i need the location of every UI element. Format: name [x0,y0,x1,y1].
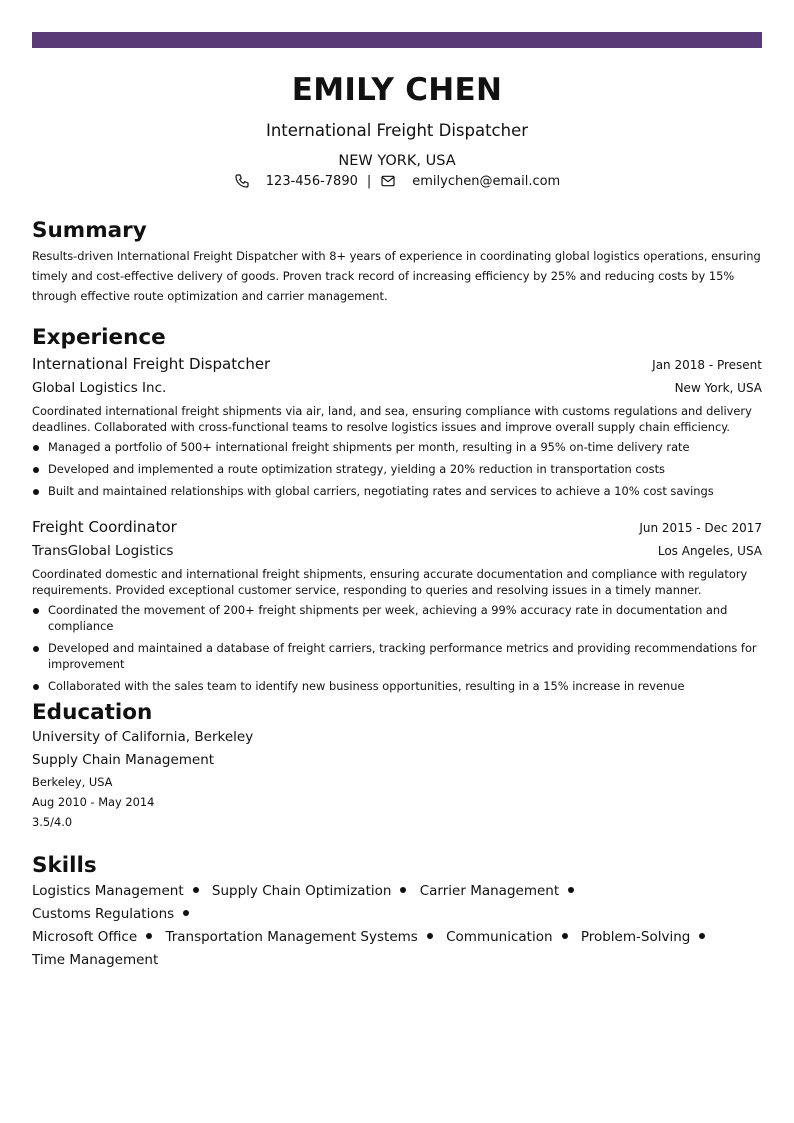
job-2-bullets [32,602,762,700]
candidate-name: EMILY CHEN [291,72,503,108]
job-1-description: Coordinated international freight shipments via air, land, and sea, ensuring compliance with customs regulations and delivery deadlines. Collaborated with cross-functional teams to resolve logistics issues and improve overall supply chain efficiency. [32,404,752,434]
skill-item: Transportation Management Systems [165,929,441,945]
job-2-company-row [32,543,762,559]
education-location: Berkeley, USA [32,775,113,789]
job-2-description: Coordinated domestic and international freight shipments, ensuring accurate documentation and compliance with regulatory requirements. Provided exceptional customer service, responding to queries and resolving issues in a timely manner. [32,567,748,597]
header-accent-bar [32,32,762,48]
job-2-dates: Jun 2015 - Dec 2017 [639,521,762,535]
education-school: University of California, Berkeley [32,729,254,745]
job-2-title-row [32,518,762,536]
education-gpa: 3.5/4.0 [32,815,73,829]
skill-item: Time Management [32,952,159,968]
job-1-company: Global Logistics Inc. [32,380,167,396]
job-1-company-row [32,380,762,396]
candidate-location: NEW YORK, USA [338,153,456,169]
experience-heading: Experience [32,325,166,350]
phone-icon [234,173,250,189]
phone-number[interactable]: 123-456-7890 [265,173,358,189]
job-1-role: International Freight Dispatcher [32,355,271,373]
candidate-headline: International Freight Dispatcher [265,121,529,140]
education-heading: Education [32,700,153,725]
education-dates: Aug 2010 - May 2014 [32,795,155,809]
skills-heading: Skills [32,853,97,878]
list-item: Collaborated with the sales team to identify new business opportunities, resulting in a 15% increase in revenue [32,678,762,694]
job-2-company: TransGlobal Logistics [32,543,174,559]
list-item: Managed a portfolio of 500+ international freight shipments per month, resulting in a 95% on-time delivery rate [32,439,762,455]
contact-line [32,173,762,189]
list-item: Built and maintained relationships with global carriers, negotiating rates and services to achieve a 10% cost savings [32,483,762,499]
job-2-location: Los Angeles, USA [657,544,762,558]
education-degree: Supply Chain Management [32,752,215,768]
job-2-role: Freight Coordinator [32,518,177,536]
skill-item: Problem-Solving [581,929,715,945]
contact-separator: | [366,173,372,189]
skill-item: Microsoft Office [32,929,161,945]
skill-item: Logistics Management [32,883,208,899]
skill-item: Supply Chain Optimization [212,883,416,899]
job-1-location: New York, USA [674,381,762,395]
summary-heading: Summary [32,218,147,243]
job-1-title-row [32,355,762,373]
skill-item: Carrier Management [420,883,583,899]
skill-item: Communication [446,929,576,945]
skills-list [32,880,732,972]
email-address[interactable]: emilychen@email.com [412,173,561,189]
list-item: Developed and maintained a database of freight carriers, tracking performance metrics and providing recommendations for improvement [32,640,762,672]
list-item: Coordinated the movement of 200+ freight shipments per week, achieving a 99% accuracy rate in documentation and compliance [32,602,762,634]
summary-text: Results-driven International Freight Dispatcher with 8+ years of experience in coordinating global logistics operations, ensuring timely and cost-effective delivery of goods. Proven track record of increasing efficiency by 25% and reducing costs by 15% through effective route optimization and carrier management. [32,249,761,303]
job-1-bullets [32,439,762,505]
envelope-icon [380,173,396,189]
list-item: Developed and implemented a route optimization strategy, yielding a 20% reduction in transportation costs [32,461,762,477]
skill-item: Customs Regulations [32,906,198,922]
job-1-dates: Jan 2018 - Present [652,358,762,372]
